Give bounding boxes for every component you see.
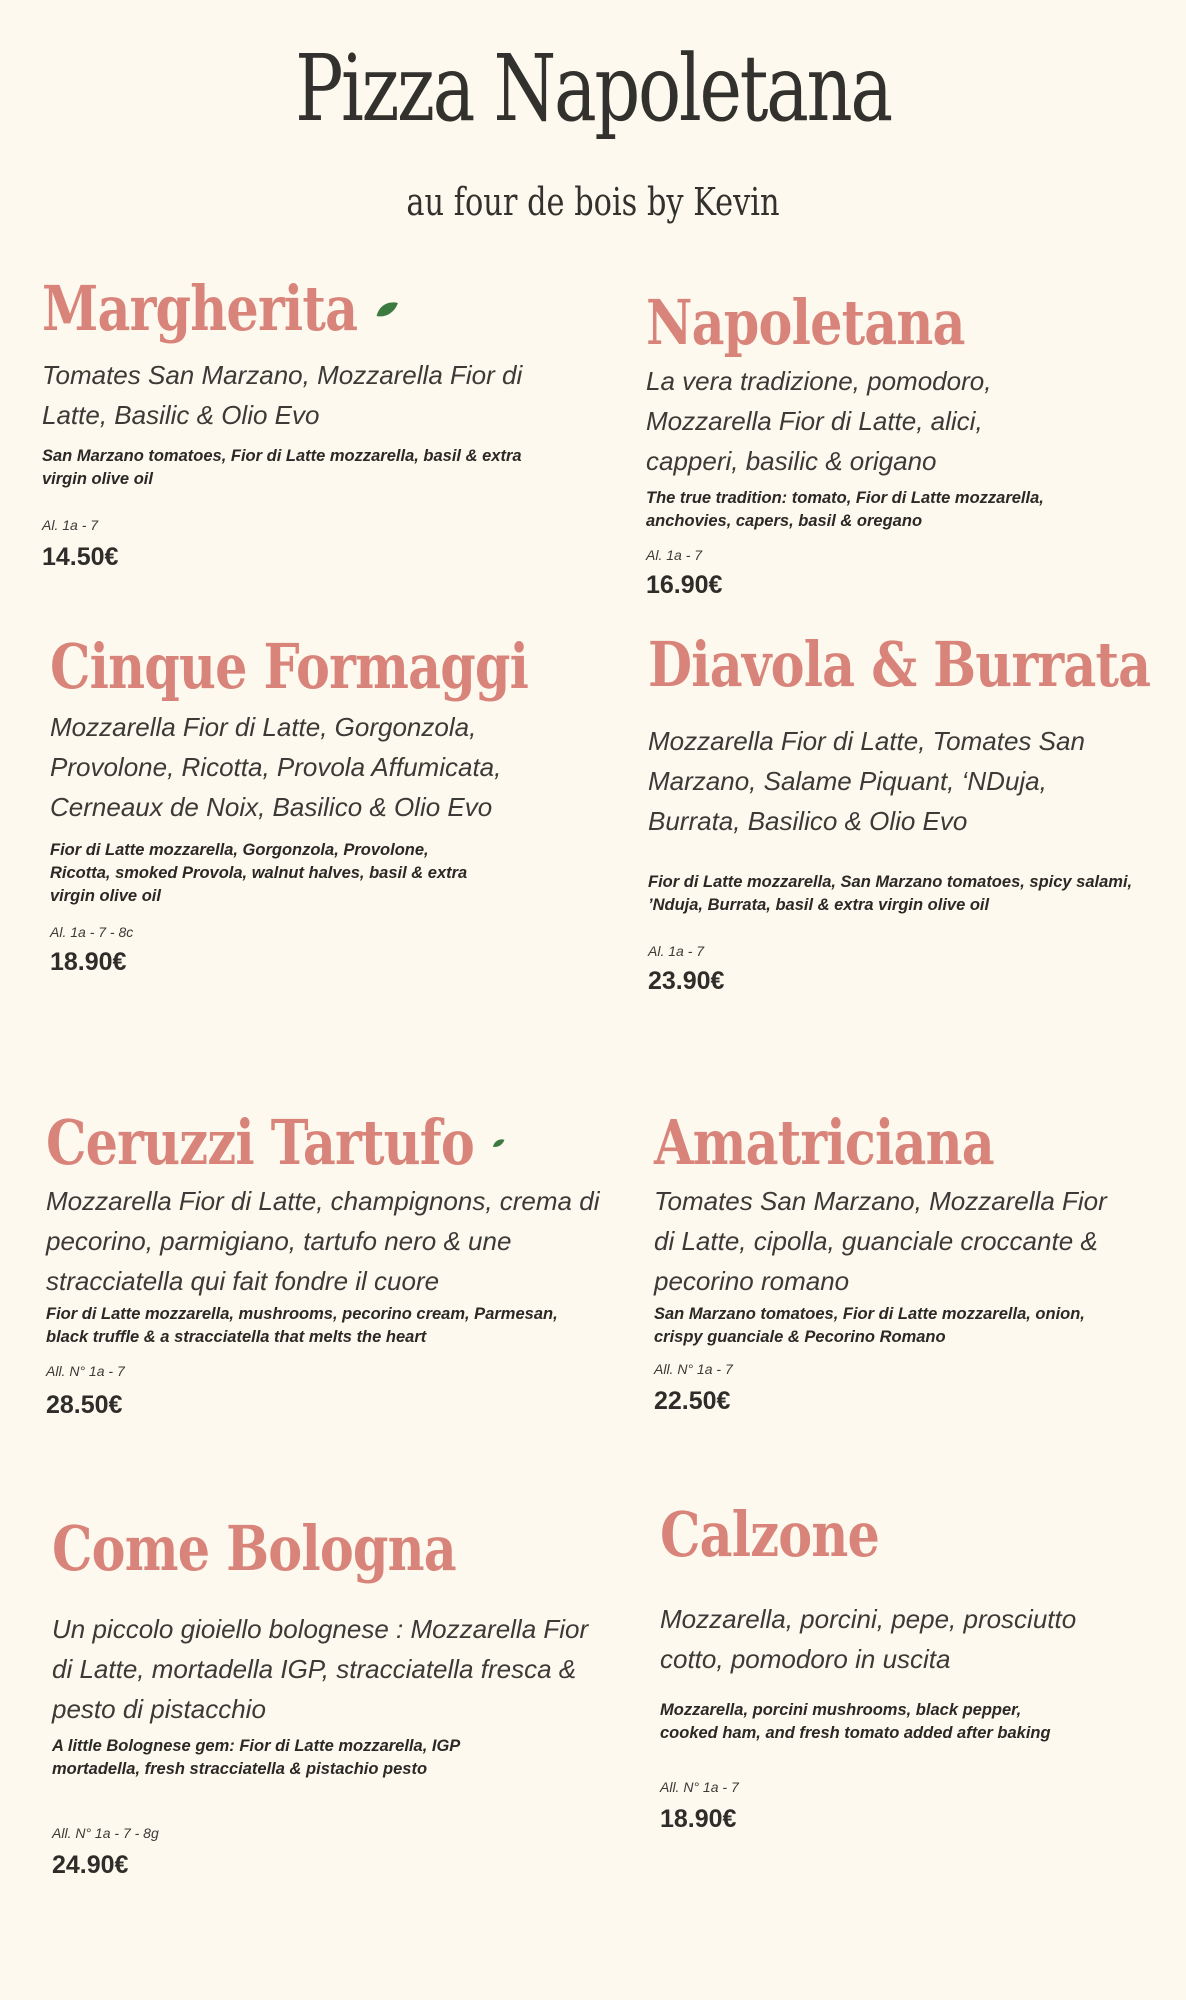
item-allergens: Al. 1a - 7	[646, 547, 703, 563]
leaf-icon	[375, 300, 400, 318]
item-english-description: Fior di Latte mozzarella, Gorgonzola, Provolone, Ricotta, smoked Provola, walnut halves, basil & extra virgin olive oil	[50, 841, 468, 905]
menu-item-napoletana	[646, 286, 1186, 600]
item-price: 14.50€	[42, 543, 119, 571]
item-english-description: Fior di Latte mozzarella, San Marzano tomatoes, spicy salami, ’Nduja, Burrata, basil & extra virgin olive oil	[648, 873, 1133, 914]
item-name: Calzone	[660, 1498, 880, 1571]
item-name: Ceruzzi Tartufo	[46, 1106, 505, 1179]
item-english-description: The true tradition: tomato, Fior di Latte mozzarella, anchovies, capers, basil & oregano	[646, 489, 1044, 530]
item-name: Margherita	[42, 272, 501, 345]
item-description: Tomates San Marzano, Mozzarella Fior di Latte, Basilic & Olio Evo	[42, 360, 523, 430]
item-description: Tomates San Marzano, Mozzarella Fior di Latte, cipolla, guanciale croccante & pecorino romano	[654, 1186, 1107, 1296]
item-description: Mozzarella Fior di Latte, Tomates San Marzano, Salame Piquant, ‘NDuja, Burrata, Basilico & Olio Evo	[648, 726, 1085, 836]
menu-title: Pizza Napoletana	[295, 35, 891, 142]
menu-item-come-bologna	[52, 1512, 612, 1880]
menu-item-margherita	[42, 272, 602, 572]
item-description: La vera tradizione, pomodoro, Mozzarella Fior di Latte, alici, capperi, basilic & origano	[646, 366, 992, 476]
item-allergens: Al. 1a - 7	[648, 943, 705, 959]
item-english-description: Mozzarella, porcini mushrooms, black pepper, cooked ham, and fresh tomato added after baking	[660, 1701, 1051, 1742]
item-allergens: All. N° 1a - 7	[660, 1779, 739, 1795]
item-name: Come Bologna	[52, 1512, 456, 1585]
item-english-description: Fior di Latte mozzarella, mushrooms, pecorino cream, Parmesan, black truffle & a stracciatella that melts the heart	[46, 1305, 558, 1346]
item-name: Diavola & Burrata	[648, 628, 1151, 701]
item-name: Cinque Formaggi	[50, 630, 509, 703]
item-price: 24.90€	[52, 1851, 129, 1879]
item-price: 22.50€	[654, 1387, 731, 1415]
menu-item-amatriciana	[654, 1106, 1186, 1416]
item-allergens: All. N° 1a - 7	[654, 1361, 733, 1377]
item-description: Mozzarella Fior di Latte, Gorgonzola, Provolone, Ricotta, Provola Affumicata, Cerneaux de Noix, Basilico & Olio Evo	[50, 712, 502, 822]
item-allergens: Al. 1a - 7	[42, 517, 99, 533]
item-price: 23.90€	[648, 967, 725, 995]
item-description: Un piccolo gioiello bolognese : Mozzarella Fior di Latte, mortadella IGP, stracciatella fresca & pesto di pistacchio	[52, 1614, 589, 1724]
item-allergens: All. N° 1a - 7 - 8g	[52, 1825, 159, 1841]
item-description: Mozzarella, porcini, pepe, prosciutto cotto, pomodoro in uscita	[660, 1604, 1077, 1674]
menu-item-diavola-burrata	[648, 628, 1186, 996]
item-name: Amatriciana	[654, 1106, 994, 1179]
item-allergens: Al. 1a - 7 - 8c	[50, 924, 134, 940]
item-price: 18.90€	[660, 1805, 737, 1833]
menu-subtitle: au four de bois by Kevin	[406, 180, 780, 224]
menu-item-cinque-formaggi	[50, 630, 610, 977]
item-english-description: San Marzano tomatoes, Fior di Latte mozzarella, basil & extra virgin olive oil	[42, 447, 522, 488]
item-name: Napoletana	[646, 286, 965, 359]
leaf-icon	[492, 1134, 505, 1152]
menu-item-ceruzzi-tartufo	[46, 1106, 606, 1420]
item-price: 18.90€	[50, 948, 127, 976]
item-allergens: All. N° 1a - 7	[46, 1363, 125, 1379]
item-english-description: San Marzano tomatoes, Fior di Latte mozzarella, onion, crispy guanciale & Pecorino Romano	[654, 1305, 1085, 1346]
item-price: 28.50€	[46, 1391, 123, 1419]
item-price: 16.90€	[646, 571, 723, 599]
menu-item-calzone	[660, 1498, 1186, 1834]
item-english-description: A little Bolognese gem: Fior di Latte mozzarella, IGP mortadella, fresh stracciatella & pistachio pesto	[52, 1737, 460, 1778]
item-description: Mozzarella Fior di Latte, champignons, crema di pecorino, parmigiano, tartufo nero & une stracciatella qui fait fondre il cuore	[46, 1186, 600, 1296]
